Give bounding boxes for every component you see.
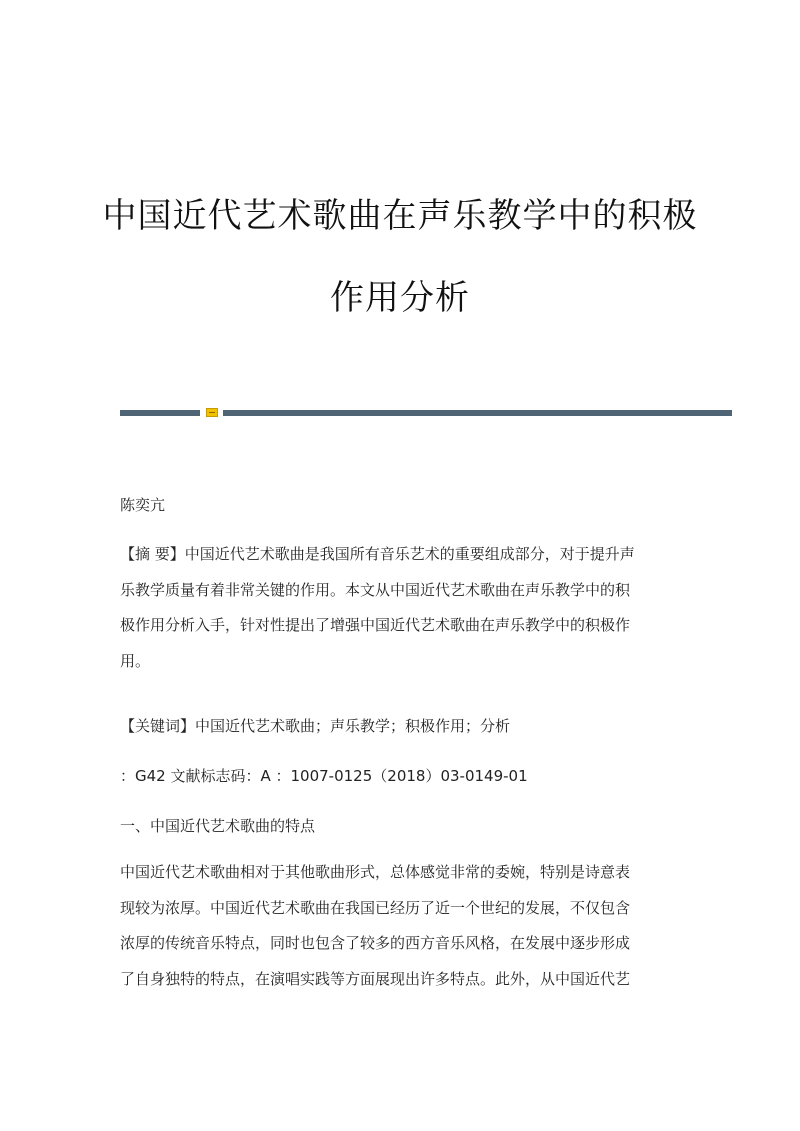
abstract-label: 【摘 要】 xyxy=(120,545,185,563)
classification-line: ：G42 文献标志码：A ：1007-0125（2018）03-0149-01 xyxy=(120,767,528,785)
section-heading: 一、中国近代艺术歌曲的特点 xyxy=(120,817,316,835)
abstract-line-3: 极作用分析入手，针对性提出了增强中国近代艺术歌曲在声乐教学中的积极作 xyxy=(120,616,631,634)
section-paragraph xyxy=(120,861,695,1003)
abstract-line-4: 用。 xyxy=(120,651,151,670)
keywords-line xyxy=(120,715,690,738)
section-line-2: 现较为浓厚。中国近代艺术歌曲在我国已经历了近一个世纪的发展，不仅包含 xyxy=(120,898,631,917)
section-line-3: 浓厚的传统音乐特点，同时也包含了较多的西方音乐风格，在发展中逐步形成 xyxy=(120,934,631,952)
document-title-line-1: 中国近代艺术歌曲在声乐教学中的积极 xyxy=(102,196,698,236)
abstract-line-1 xyxy=(120,543,695,579)
author-name: 陈奕亢 xyxy=(120,496,166,514)
divider-bar-left xyxy=(120,410,200,416)
keywords-text: 中国近代艺术歌曲；声乐教学；积极作用；分析 xyxy=(195,717,511,735)
keywords-label: 【关键词】 xyxy=(120,717,196,735)
section-line-1: 中国近代艺术歌曲相对于其他歌曲形式，总体感觉非常的委婉，特别是诗意表 xyxy=(120,863,631,881)
abstract-text: 中国近代艺术歌曲是我国所有音乐艺术的重要组成部分，对于提升声 xyxy=(184,545,635,563)
section-line-4: 了自身独特的特点，在演唱实践等方面展现出许多特点。此外，从中国近代艺 xyxy=(120,969,631,988)
title-divider xyxy=(120,408,732,418)
abstract-paragraph xyxy=(120,543,695,685)
envelope-icon xyxy=(206,408,218,417)
document-title-line-2: 作用分析 xyxy=(330,278,470,318)
divider-bar-right xyxy=(223,410,732,416)
abstract-line-2: 乐教学质量有着非常关键的作用。本文从中国近代艺术歌曲在声乐教学中的积 xyxy=(120,580,631,599)
